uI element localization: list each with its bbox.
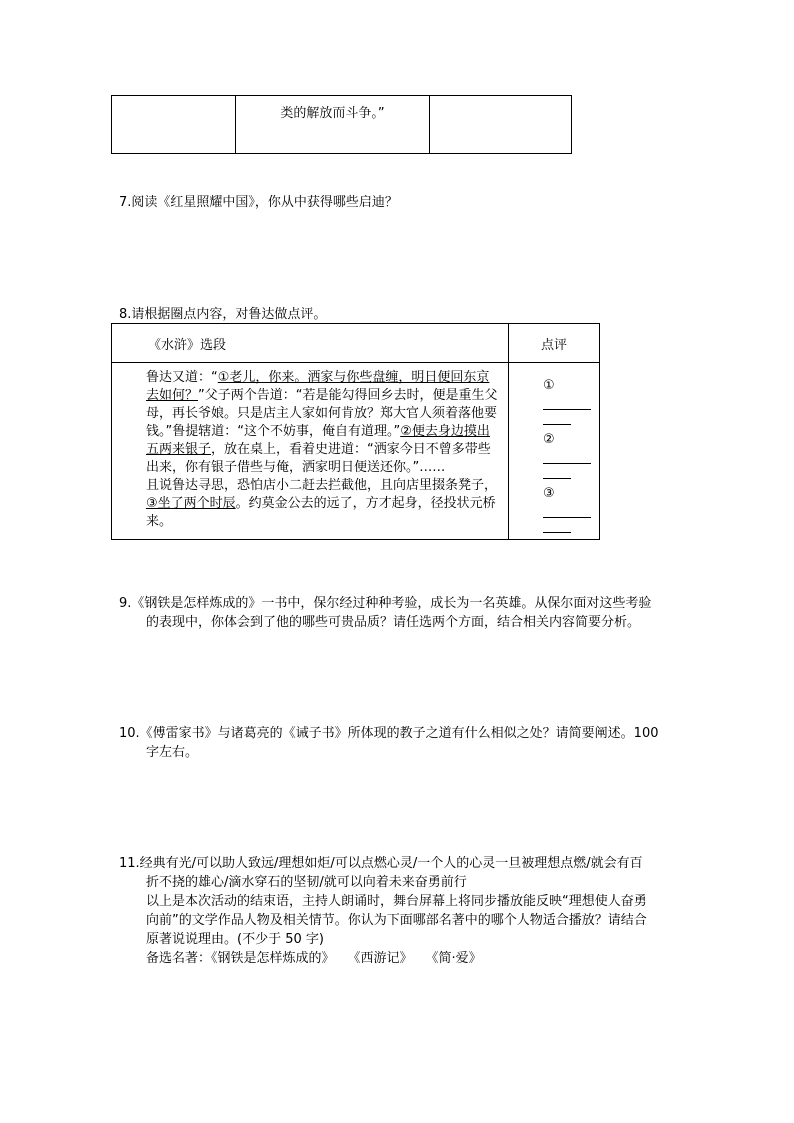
answer-blank	[543, 410, 571, 425]
answer-blank	[543, 449, 591, 464]
passage-cell	[112, 363, 509, 540]
table-cell	[235, 96, 430, 154]
question-11: 11.经典有光/可以助人致远/理想如炬/可以点燃心灵/一个人的心灵一旦被理想点燃/就会有百	[119, 856, 643, 871]
col-header-passage-text: 《水浒》选段	[148, 337, 227, 353]
answer-blank	[543, 518, 571, 533]
question-10-cont: 字左右。	[146, 745, 199, 760]
question-11-line4: 向前”的文学作品人物及相关情节。你认为下面哪部名著中的哪个人物适合播放？请结合	[146, 913, 647, 928]
col-header-comment-text: 点评	[540, 337, 567, 353]
col-header-passage	[112, 324, 509, 363]
comment-label: ③	[543, 486, 555, 501]
passage-text: 。约莫金公去的远了，方才起身，径投状元桥来。	[146, 496, 496, 529]
comment-3[interactable]	[543, 485, 599, 533]
comment-label: ①	[543, 378, 555, 393]
comment-1[interactable]	[543, 377, 599, 425]
marked-2: ②便去身边摸出五两来银子	[146, 424, 490, 457]
continued-table	[111, 95, 572, 154]
answer-blank	[543, 464, 571, 479]
marked-1: ①老儿，你来。洒家与你些盘缠，明日便回东京去如何？	[146, 370, 490, 403]
col-header-comment	[509, 324, 600, 363]
water-margin-table	[111, 323, 600, 540]
marked-3: ③坐了两个时辰	[146, 496, 236, 511]
question-9: 9.《钢铁是怎样炼成的》一书中，保尔经过种种考验，成长为一名英雄。从保尔面对这些考验	[119, 596, 652, 611]
passage-text: ，放在桌上，看着史进道：“洒家今日不曾多带些出来，你有银子借些与俺，洒家明日便送还你。”……	[146, 442, 491, 475]
table-cell	[112, 96, 236, 154]
comment-label: ②	[543, 432, 555, 447]
question-11-line5: 原著说说理由。(不少于 50 字)	[146, 932, 324, 947]
cell-text: 类的解放而斗争。”	[280, 106, 385, 121]
question-11-line2: 折不挠的雄心/滴水穿石的坚韧/就可以向着未来奋勇前行	[146, 875, 467, 890]
comment-2[interactable]	[543, 431, 599, 479]
question-11-line6: 备选名著：《钢铁是怎样炼成的》 《西游记》 《简·爱》	[146, 951, 482, 966]
question-10: 10.《傅雷家书》与诸葛亮的《诫子书》所体现的教子之道有什么相似之处？请简要阐述。100	[119, 726, 659, 741]
passage-text: 鲁达又道：“	[146, 370, 218, 385]
passage-text: ”父子两个告道：“若是能勾得回乡去时，便是重生父母，再长爷娘。只是店主人家如何肯放？郑大官人须着落他要钱。”鲁提辖道：“这个不妨事，俺自有道理。”	[146, 388, 498, 439]
comment-cell	[509, 363, 600, 540]
answer-blank	[543, 395, 591, 410]
passage-text: 且说鲁达寻思，恐怕店小二赶去拦截他，且向店里掇条凳子，	[146, 478, 498, 493]
question-8: 8.请根据圈点内容，对鲁达做点评。	[119, 307, 327, 322]
question-11-line3: 以上是本次活动的结束语，主持人朗诵时，舞台屏幕上将同步播放能反映“理想使人奋勇	[146, 894, 647, 909]
answer-blank	[543, 503, 591, 518]
question-7: 7.阅读《红星照耀中国》，你从中获得哪些启迪？	[119, 195, 398, 210]
question-9-cont: 的表现中，你体会到了他的哪些可贵品质？请任选两个方面，结合相关内容简要分析。	[146, 615, 641, 630]
table-cell	[430, 96, 572, 154]
